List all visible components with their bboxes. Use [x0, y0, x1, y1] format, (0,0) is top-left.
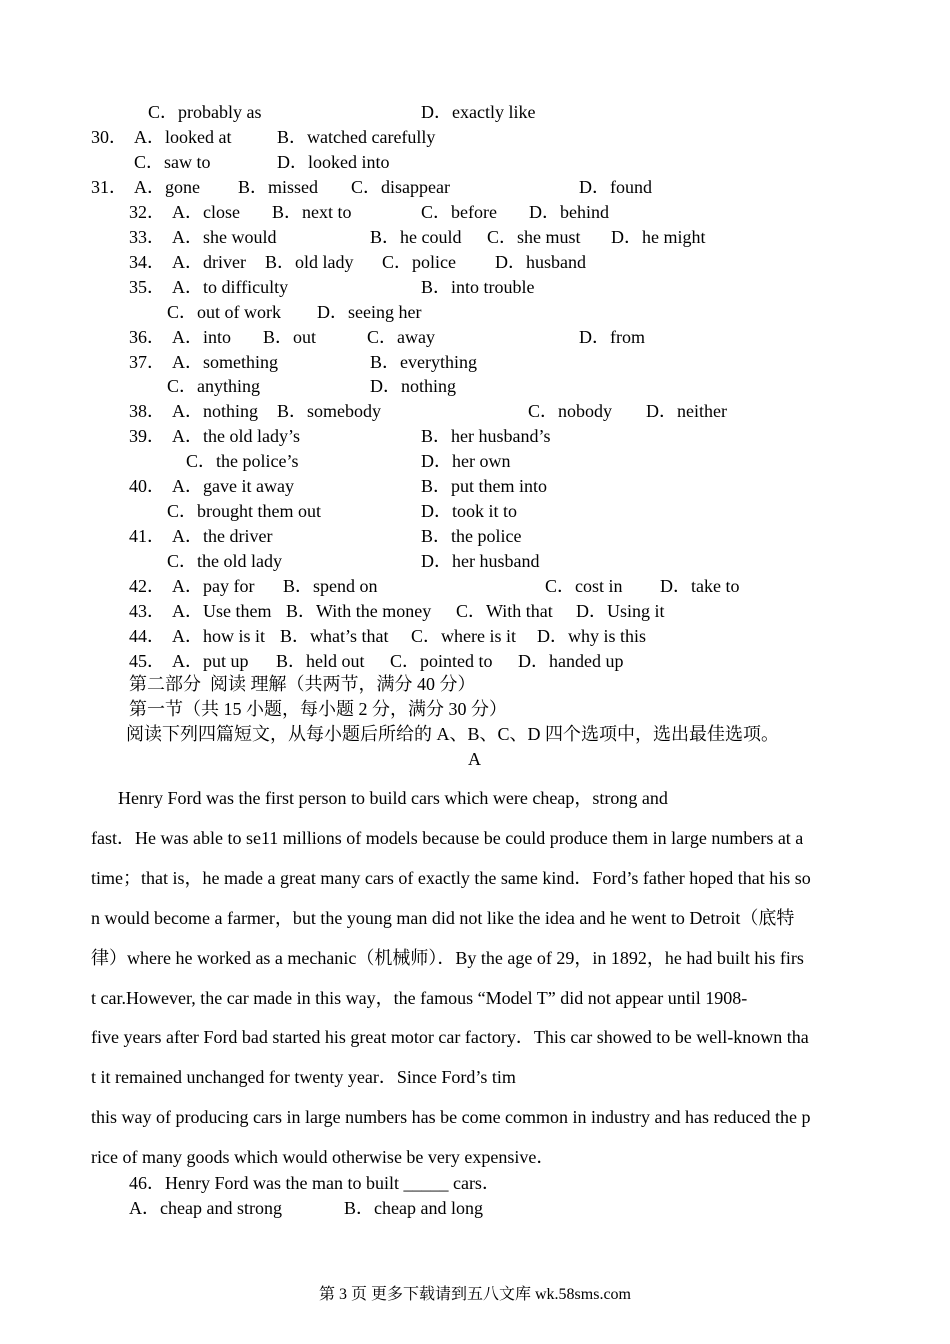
answer-option: A．pay for [172, 576, 255, 597]
question-number: 38． [129, 401, 165, 422]
answer-option: C．pointed to [390, 650, 493, 671]
question-number: 33． [129, 226, 165, 247]
answer-option: B．the police [421, 526, 522, 547]
question-46-stem: 46．Henry Ford was the man to built _____ cars． [129, 1173, 500, 1193]
answer-option: C．anything [167, 376, 260, 397]
answer-option: A．nothing [172, 401, 259, 422]
question-number: 34． [129, 251, 165, 272]
question-number: 35． [129, 276, 165, 297]
answer-option: C．brought them out [167, 501, 321, 522]
answer-option: A．to difficulty [172, 276, 289, 297]
answer-option: A．the driver [172, 526, 273, 547]
answer-option: A．driver [172, 251, 246, 272]
answer-option: B．missed [238, 176, 319, 197]
answer-option: C．saw to [134, 151, 211, 172]
answer-option: C．before [421, 201, 497, 222]
answer-option: D．behind [529, 201, 609, 222]
passage-label: A [468, 749, 481, 769]
question-number: 30． [91, 126, 127, 147]
question-number: 31． [91, 176, 127, 197]
answer-option: B．held out [276, 650, 365, 671]
question-number: 36． [129, 326, 165, 347]
answer-option: B．out [263, 326, 317, 347]
question-number: 44． [129, 625, 165, 646]
answer-option: C．nobody [528, 401, 613, 422]
answer-option: A．she would [172, 226, 277, 247]
answer-option: B．spend on [283, 576, 378, 597]
question-number: 32． [129, 201, 165, 222]
answer-option: C．police [382, 251, 456, 272]
answer-option: B．old lady [265, 251, 354, 272]
answer-option: D．seeing her [317, 301, 422, 322]
question-number: 45． [129, 650, 165, 671]
passage-line: Henry Ford was the first person to build cars which were cheap，strong and [91, 788, 668, 808]
answer-option: C．out of work [167, 301, 281, 322]
answer-option: C．probably as [148, 102, 262, 122]
passage-line: t it remained unchanged for twenty year．Since Ford’s tim [91, 1067, 516, 1088]
section-heading: 第二部分 阅读 理解（共两节，满分 40 分） [129, 674, 476, 694]
answer-option: D．her own [421, 451, 511, 472]
answer-option: C．the old lady [167, 551, 282, 572]
instruction-text: 阅读下列四篇短文，从每小题后所给的 A、B、C、D 四个选项中，选出最佳选项。 [126, 724, 780, 744]
question-number: 37． [129, 351, 165, 372]
answer-option: C．With that [456, 601, 553, 621]
answer-option: A．into [172, 326, 232, 347]
answer-option: D．handed up [518, 650, 624, 671]
subsection-heading: 第一节（共 15 小题，每小题 2 分，满分 30 分） [129, 699, 507, 719]
answer-option: A．gone [134, 176, 200, 197]
answer-option: B．everything [370, 351, 477, 372]
passage-line: t car.However, the car made in this way，the famous “Model T” did not appear until 1908- [91, 987, 748, 1008]
answer-option: C．cost in [545, 576, 623, 597]
question-number: 42． [129, 576, 165, 597]
answer-option: A．gave it away [172, 476, 294, 497]
question-46-option-a: A．cheap and strong [129, 1198, 282, 1218]
question-number: 41． [129, 526, 165, 547]
answer-option: B．somebody [277, 401, 382, 422]
answer-option: D．neither [646, 401, 727, 422]
passage-line: fast．He was able to se11 millions of models because be could produce them in large numbers at a [91, 827, 804, 848]
answer-option: B．next to [272, 201, 352, 222]
answer-option: A．put up [172, 650, 249, 671]
answer-option: C．disappear [351, 176, 450, 197]
answer-option: D．Using it [576, 601, 665, 621]
answer-option: D．nothing [370, 376, 457, 397]
passage-line: five years after Ford bad started his great motor car factory．This car showed to be well-known tha [91, 1027, 809, 1048]
passage-line: n would become a farmer，but the young man did not like the idea and he went to Detroit（底特 [91, 907, 795, 928]
answer-option: C．she must [487, 226, 581, 247]
answer-option: C．the police’s [186, 451, 299, 472]
page-footer: 第 3 页 更多下载请到五八文库 wk.58sms.com [318, 1286, 631, 1303]
answer-option: D．her husband [421, 551, 540, 572]
answer-option: C．where is it [411, 625, 516, 646]
answer-option: D．he might [611, 226, 706, 247]
answer-option: D．why is this [537, 625, 647, 646]
answer-option: B．into trouble [421, 276, 535, 297]
question-46-option-b: B．cheap and long [344, 1198, 483, 1218]
answer-option: C．away [367, 326, 435, 347]
passage-line: rice of many goods which would otherwise be very expensive． [91, 1147, 555, 1168]
answer-option: D．take to [660, 576, 740, 597]
answer-option: A．Use them [172, 601, 272, 621]
answer-option: D．looked into [277, 151, 390, 172]
answer-option: D．from [579, 326, 645, 347]
question-number: 39． [129, 426, 165, 447]
passage-line: this way of producing cars in large numbers has be come common in industry and has reduced the p [91, 1107, 811, 1128]
answer-option: B．he could [370, 226, 462, 247]
answer-option: B．put them into [421, 476, 547, 497]
answer-option: B．With the money [286, 601, 432, 621]
answer-option: D．husband [495, 251, 586, 272]
passage-line: 律）where he worked as a mechanic（机械师）．By the age of 29，in 1892，he had built his firs [91, 947, 804, 968]
question-number: 40． [129, 476, 165, 497]
answer-option: A．close [172, 201, 240, 222]
question-number: 43． [129, 601, 165, 621]
passage-line: time；that is，he made a great many cars of exactly the same kind．Ford’s father hoped that his so [91, 867, 811, 888]
answer-option: D．found [579, 176, 652, 197]
answer-option: B．what’s that [280, 625, 389, 646]
answer-option: A．the old lady’s [172, 426, 300, 447]
answer-option: B．her husband’s [421, 426, 551, 447]
answer-option: D．took it to [421, 501, 518, 522]
answer-option: A．looked at [134, 126, 232, 147]
answer-option: B．watched carefully [277, 126, 436, 147]
answer-option: A．something [172, 351, 278, 372]
answer-option: A．how is it [172, 625, 266, 646]
answer-option: D．exactly like [421, 102, 536, 122]
